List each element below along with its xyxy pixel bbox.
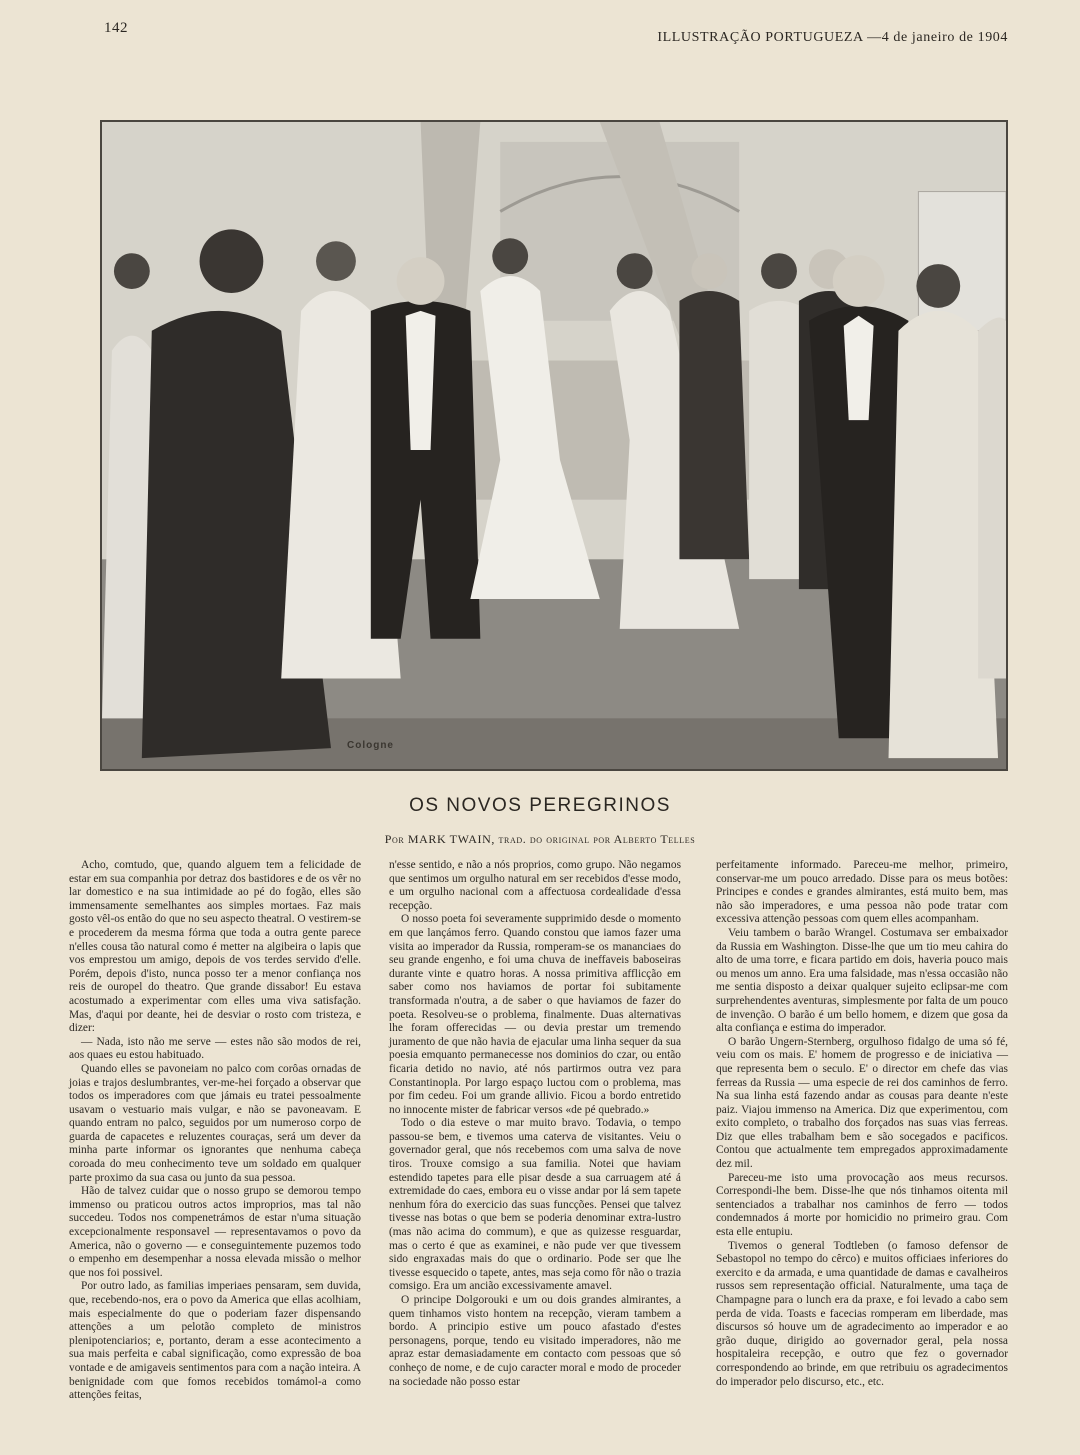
paragraph: Tivemos o general Todtleben (o famoso defensor de Sebastopol no tempo do cêrco) e muitos officiaes inferiores do exercito e da armada, e uma quantidade de damas e cavalheiros russos sem representação official. Naturalmente, uma taça de Champagne para o lunch era da praxe, e foi levado a cabo sem perda de vida. Toasts e facecias romperam em liberdade, mas discursos só houve um de agradecimento ao imperador e ao grão duque, dirigido ao governador geral, pela nossa hospitaleira recepção, e outro que fez o governador correspondendo ao brinde, em que retribuiu os agradecimentos do imperador pelo discurso, etc., etc.: [716, 1239, 1008, 1388]
paragraph: Por outro lado, as familias imperiaes pensaram, sem duvida, que, recebendo-nos, era o povo da America que ellas acolhiam, mais especialmente do que o poderiam fazer dispensando attenções a um pelotão completo de ministros plenipotenciarios; e, portanto, deram a esse acontecimento a sua mais perfeita e cabal significação, como expressão de boa vontade e de amigaveis sentimentos para com a nação inteira. A benignidade com que fomos recebidos tomámol-a como attenções feitas,: [69, 1280, 361, 1402]
paragraph: O nosso poeta foi severamente supprimido desde o momento em que lançámos ferro. Quando constou que iamos fazer uma visita ao imperador da Russia, romperam-se os mananciaes do seu grande engenho, e foi uma chuva de ineffaveis baboseiras durante vinte e quatro horas. A nossa primitiva afflicção em saber como nos haviamos de portar foi subitamente transformada n'outra, a de saber o que haviamos de fazer do poeta. Resolveu-se o problema, finalmente. Duas alternativas lhe foram offerecidas — ou devia prestar um tremendo juramento de que não havia de ejacular uma linha sequer da sua poesia emquanto permanecesse nos dominios do czar, ou então ficaria detido no navio, até nós partirmos outra vez para Constantinopla. Por largo espaço luctou com o problema, mas por fim cedeu. Foi um grande allivio. Ficou a bordo entretido no innocente mister de fabricar versos «de pé quebrado.»: [389, 913, 681, 1116]
artist-signature: Cologne: [347, 740, 394, 751]
paragraph: Pareceu-me isto uma provocação aos meus recursos. Correspondi-lhe bem. Disse-lhe que nós tinhamos oitenta mil sentenciados a trabalhar nos caminhos de ferro — todos condemnados á morte por homicidio no primeiro grau. Com esta elle entupiu.: [716, 1171, 1008, 1239]
text-column-2: [389, 859, 681, 1389]
paragraph: — Nada, isto não me serve — estes não são modos de rei, aos quaes eu estou habituado.: [69, 1035, 361, 1062]
byline-translator: trad. do original por Alberto Telles: [498, 832, 696, 846]
reception-scene-drawing: [102, 122, 1006, 769]
paragraph: Todo o dia esteve o mar muito bravo. Todavia, o tempo passou-se bem, e tivemos uma caterva de visitantes. Veiu o governador geral, que nós recebemos com uma salva de nove tiros. Trouxe comsigo a sua familia. Notei que haviam estendido tapetes para elle pisar desde a sua carruagem até á extremidade do caes, embora eu o visse andar por lá sem tapete nenhum fóra do exercicio das suas funcções. Pensei que talvez tivesse nas botas o que bem se poderia denominar extra-lustro (mas não acima do commum), e que as quizesse resguardar, mas o certo é que as examinei, e não pude ver que tivessem sido engraxadas mais do que o ordinario. Pode ser que lhe tivesse esquecido o tapete, antes, mas seja como fôr não o trazia comsigo. Era um ancião excessivamente amavel.: [389, 1117, 681, 1293]
byline: [0, 832, 1080, 847]
article-title: OS NOVOS PEREGRINOS: [409, 795, 671, 816]
paragraph: O barão Ungern-Sternberg, orgulhoso fidalgo de uma só fé, veiu com os mais. E' homem de progresso e de iniciativa — que representa bem o seculo. E' o director em chefe das vias ferreas da Russia — uma especie de rei dos caminhos de ferro. Na sua linha está fazendo andar as cousas para deante n'este paiz. Viajou immenso na America. Diz que experimentou, com exito completo, o trabalho dos forçados nas suas vias ferreas. Diz que elles trabalham bem e são socegados e pacificos. Contou que actualmente tem empregados approximadamente dez mil.: [716, 1035, 1008, 1171]
illustration-reception-scene: [100, 120, 1008, 771]
byline-por: Por: [384, 832, 405, 846]
paragraph: Quando elles se pavoneiam no palco com corôas ornadas de joias e trajos deslumbrantes, ver-me-hei forçado a observar que todos os imperadores com que jámais eu tratei pessoalmente usavam o vestuario mais vulgar, e não se pavoneavam. E quando entram no palco, seguidos por um numeroso corpo de guarda de capacetes e reluzentes couraças, será um dever da minha parte informar os ignorantes que nenhuma cabeça coroada do meu conhecimento teve um soldado em qualquer parte proximo da sua casa ou junto da sua pessoa.: [69, 1062, 361, 1184]
paragraph: O principe Dolgorouki e um ou dois grandes almirantes, a quem tinhamos visto hontem na recepção, vieram tambem a bordo. A principio estive um pouco afastado d'estes personagens, porque, tendo eu visitado imperadores, não me apraz estar demasiadamente em contacto com pessoas que só conheço de nome, e de cujo caracter moral e modo de proceder na sociedade não posso estar: [389, 1294, 681, 1388]
running-head: ILLUSTRAÇÃO PORTUGUEZA —4 de janeiro de 1904: [657, 30, 1008, 45]
page-number: 142: [104, 20, 128, 36]
byline-author: MARK TWAIN,: [407, 832, 495, 846]
paragraph: perfeitamente informado. Pareceu-me melhor, primeiro, conservar-me um pouco arredado. Disse para os meus botões: Principes e condes e grandes almirantes, está muito bem, mas não são imperadores, e uma pessoa não pode tratar com excessiva attenção pessoas com quem elles acompanham.: [716, 859, 1008, 926]
text-column-1: [69, 859, 361, 1403]
paragraph: Hão de talvez cuidar que o nosso grupo se demorou tempo immenso ou praticou outros actos improprios, mas tal não succedeu. Todos nos compenetrámos de estar n'uma situação excepcionalmente responsavel — representavamos o povo da America, não o governo — e conseguintemente puzemos todo o empenho em desempenhar a nossa elevada missão o melhor que nos foi possivel.: [69, 1185, 361, 1279]
paragraph: n'esse sentido, e não a nós proprios, como grupo. Não negamos que sentimos um orgulho natural em ser recebidos d'esse modo, e um orgulho nacional com a affectuosa cordealidade d'essa recepção.: [389, 859, 681, 912]
text-column-3: [716, 859, 1008, 1389]
paragraph: Veiu tambem o barão Wrangel. Costumava ser embaixador da Russia em Washington. Disse-lhe que um tio meu cahira do alto de uma torre, e ficara partido em dois, haveria pouco mais ou menos um anno. Era uma falsidade, mas n'essa occasião não me sentia disposto a deixar qualquer sujeito eclipsar-me com surprehendentes aventuras, simplesmente por falta de um pouco de invenção. O barão é um bello homem, e dizem que gosa da alta confiança e estima do imperador.: [716, 926, 1008, 1035]
paragraph: Acho, comtudo, que, quando alguem tem a felicidade de estar em sua companhia por detraz dos bastidores e de os vêr no lar domestico e na sua intimidade ao pé do fogão, elles são immensamente semelhantes aos simples mortaes. Faz mais gosto vêl-os então do que no seu aspecto theatral. O vestirem-se e procederem da mesma fórma que toda a outra gente parece n'elles cousa tão natural como é metter na algibeira o lapis que vos emprestou um amigo, depois de vos terdes servido d'elle. Porém, depois d'isto, nunca posso ter a menor confiança nos reis de ouropel do theatro. Que grande dissabor! Eu estava acostumado a experimentar com elles uma viva satisfação. Mas, d'aqui por deante, hei de desviar o rosto com tristeza, e dizer:: [69, 859, 361, 1035]
